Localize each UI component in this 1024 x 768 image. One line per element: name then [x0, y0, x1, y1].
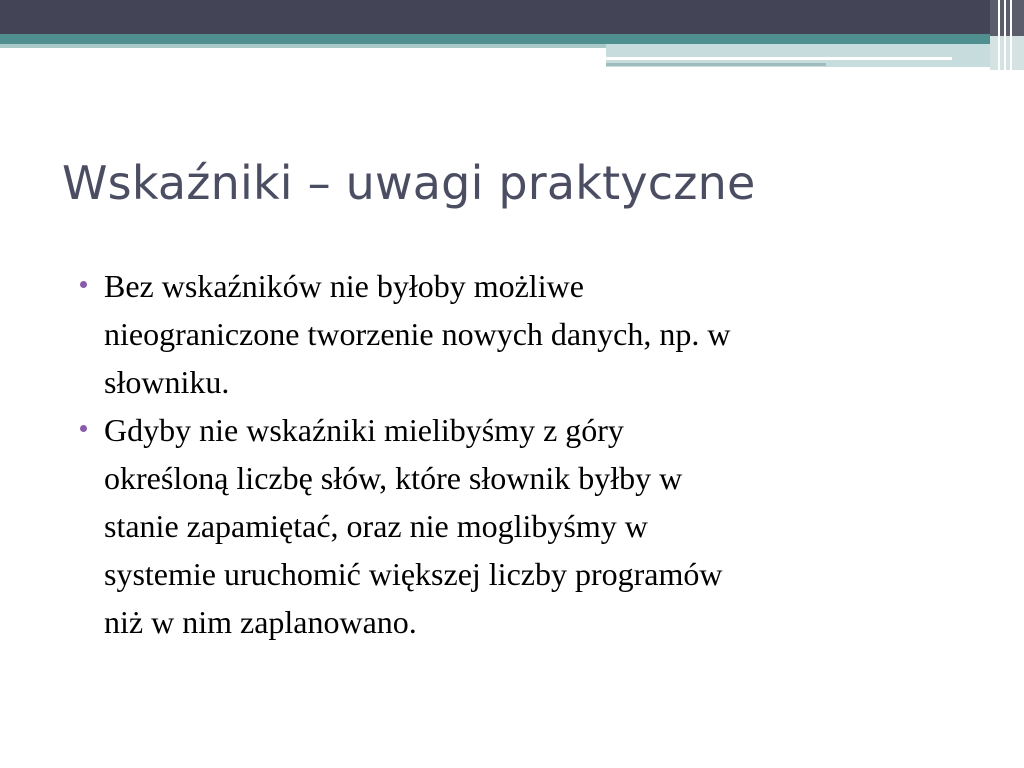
- bullet-item: [80, 262, 980, 406]
- header-step-white-stripe: [606, 57, 952, 60]
- bullet-text-line: słowniku.: [104, 364, 230, 400]
- header-teal-light-stripe: [0, 44, 610, 48]
- header-right-bar: [998, 0, 1000, 70]
- bullet-item: [80, 406, 980, 646]
- bullet-text-line: niż w nim zaplanowano.: [104, 604, 417, 640]
- bullet-list: [80, 262, 980, 646]
- header-right-bar: [1004, 0, 1006, 70]
- header-right-dark: [990, 0, 1024, 36]
- header-dark-band: [0, 0, 1024, 34]
- bullet-text-line: stanie zapamiętać, oraz nie moglibyśmy w: [104, 508, 648, 544]
- header-right-bars: [990, 0, 1024, 70]
- header-step-line: [606, 63, 826, 66]
- bullet-dot-icon: [80, 281, 87, 288]
- bullet-text-line: określoną liczbę słów, które słownik byłby w: [104, 460, 683, 496]
- bullet-text-line: nieograniczone tworzenie nowych danych, np. w: [104, 316, 731, 352]
- bullet-dot-icon: [80, 425, 87, 432]
- slide-title: Wskaźniki – uwagi praktyczne: [62, 156, 756, 210]
- bullet-text-line: Gdyby nie wskaźniki mielibyśmy z góry: [104, 412, 624, 448]
- header-right-bar: [1010, 0, 1012, 70]
- bullet-text-line: Bez wskaźników nie byłoby możliwe: [104, 268, 584, 304]
- header-teal-band: [0, 34, 1000, 44]
- bullet-text-line: systemie uruchomić większej liczby programów: [104, 556, 723, 592]
